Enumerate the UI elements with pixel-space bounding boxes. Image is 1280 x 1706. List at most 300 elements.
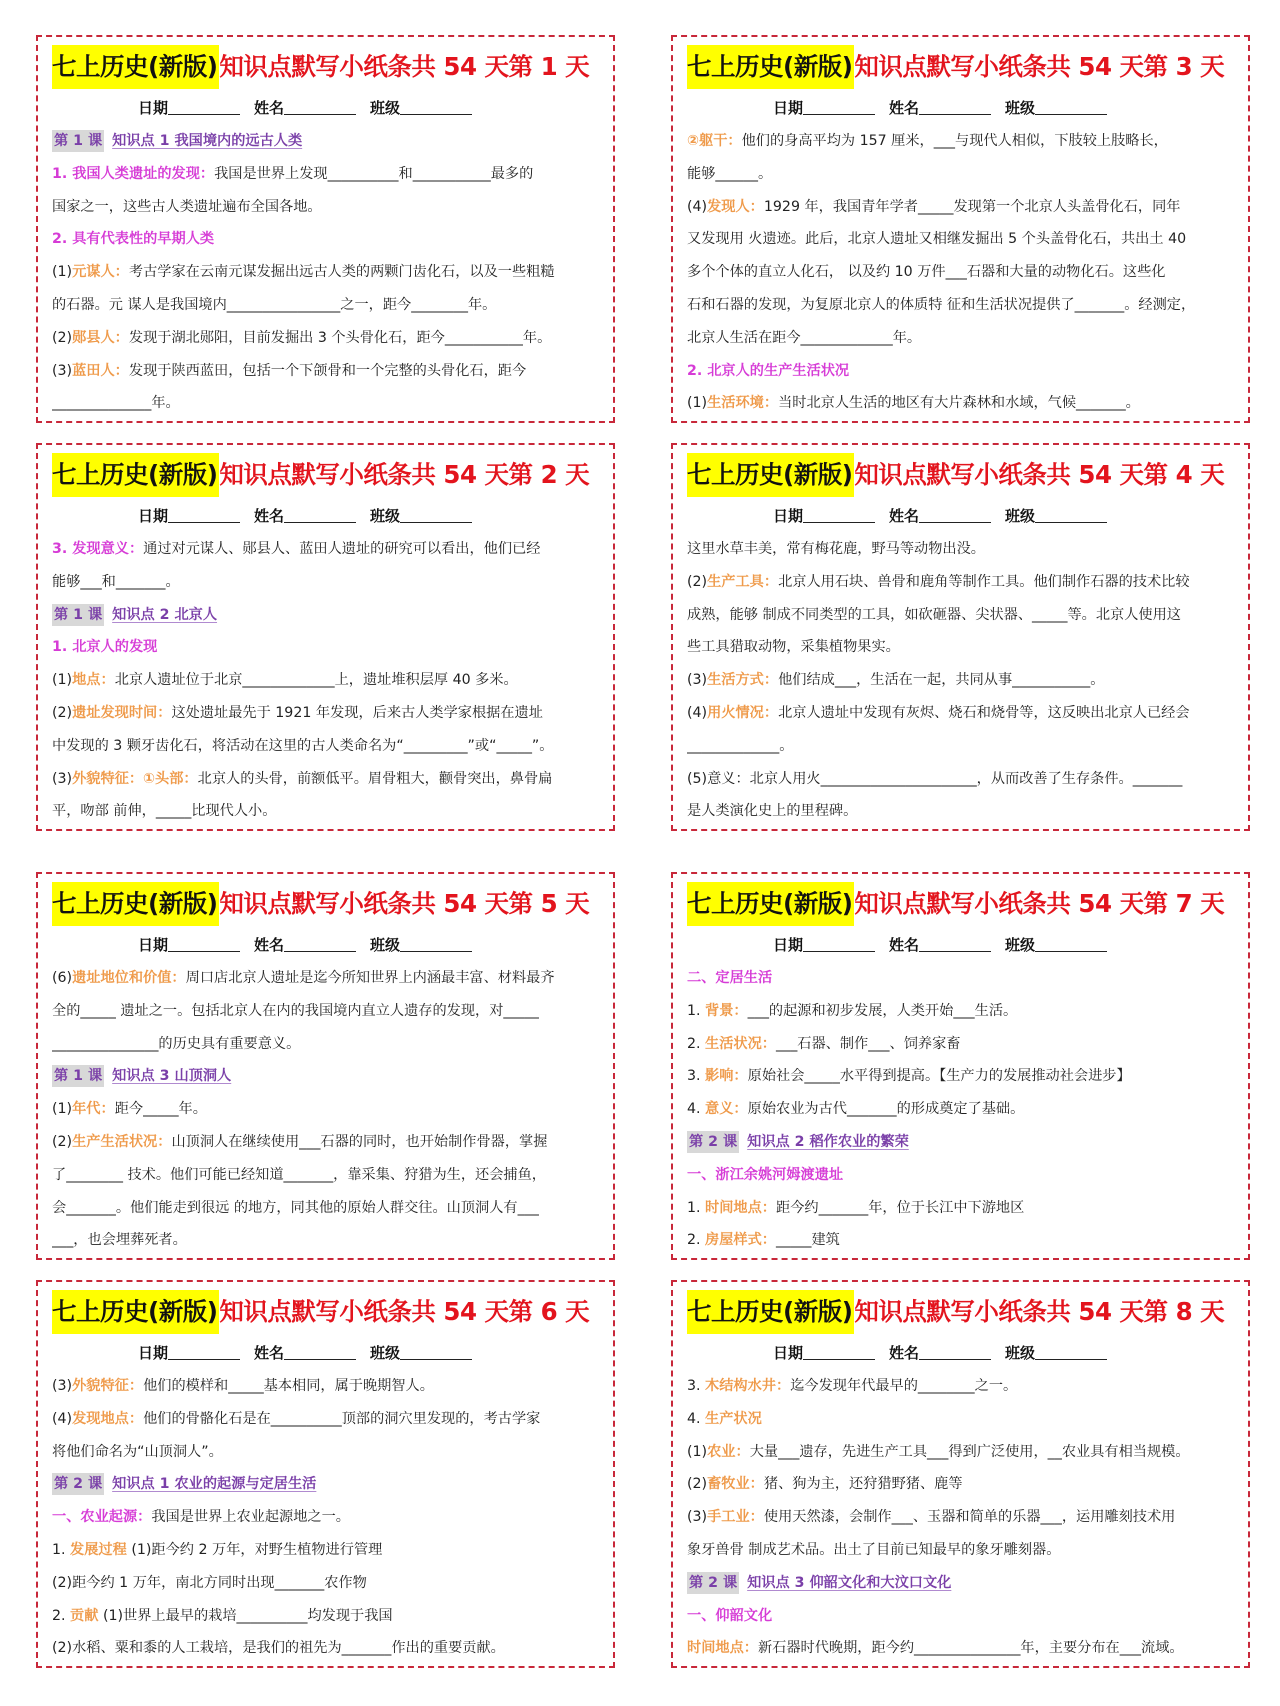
item-label: 手工业： bbox=[707, 1509, 764, 1526]
field-label: 班级 bbox=[1005, 99, 1036, 117]
text-line bbox=[52, 1224, 603, 1257]
text-line bbox=[687, 1600, 1238, 1633]
text-segment: 是人类演化史上的里程碑。 bbox=[687, 803, 858, 820]
text-segment: (2)水稻、粟和黍的人工栽培，是我们的祖先为_______作出的重要贡献。 bbox=[52, 1640, 505, 1657]
text-segment: 大量___遗存，先进生产工具___得到广泛使用，__农业具有相当规模。 bbox=[749, 1443, 1190, 1460]
text-line bbox=[687, 631, 1238, 664]
text-segment: 国家之一，这些古人类遗址遍布全国各地。 bbox=[52, 198, 322, 215]
topic-heading: 知识点 3 山顶洞人 bbox=[112, 1068, 232, 1085]
text-segment: (1)世界上最早的栽培__________均发现于我国 bbox=[98, 1607, 393, 1624]
item-label: 遗址发现时间： bbox=[72, 704, 172, 721]
text-line bbox=[687, 1436, 1238, 1469]
text-segment: 石和石器的发现，为复原北京人的体质特 征和生活状况提供了_______。经测定， bbox=[687, 296, 1196, 313]
item-label: 生产状况 bbox=[705, 1410, 762, 1427]
title-day: 知识点默写小纸条共 54 天第 8 天 bbox=[854, 1297, 1225, 1326]
text-line bbox=[687, 566, 1238, 599]
field-blank[interactable] bbox=[919, 96, 991, 115]
text-segment: (1) bbox=[52, 264, 73, 281]
text-line bbox=[687, 1567, 1238, 1600]
item-label: 房屋样式： bbox=[705, 1232, 776, 1249]
title-highlight: 七上历史(新版) bbox=[52, 1290, 219, 1334]
text-line bbox=[52, 1192, 603, 1225]
field-label: 日期 bbox=[138, 507, 169, 525]
field-label: 班级 bbox=[1005, 936, 1036, 954]
text-segment: 北京人用石块、兽骨和鹿角等制作工具。他们制作石器的技术比较 bbox=[778, 573, 1190, 590]
note-card bbox=[671, 443, 1250, 831]
text-segment: 周口店北京人遗址是迄今所知世界上内涵最丰富、材料最齐 bbox=[185, 970, 555, 986]
lesson-tag: 第 2 课 bbox=[52, 1473, 104, 1495]
text-segment: 这处遗址最先于 1921 年发现，后来古人类学家根据在遗址 bbox=[171, 704, 543, 721]
item-label: 生活状况： bbox=[705, 1035, 776, 1052]
text-segment: (1) bbox=[52, 1101, 73, 1118]
note-card bbox=[36, 35, 615, 423]
title-day: 知识点默写小纸条共 54 天第 7 天 bbox=[854, 889, 1225, 918]
lesson-tag: 第 2 课 bbox=[687, 1131, 739, 1153]
text-segment: (1)距今约 2 万年，对野生植物进行管理 bbox=[126, 1541, 383, 1558]
item-label: 时间地点： bbox=[687, 1640, 758, 1657]
item-label: 畜牧业： bbox=[707, 1476, 764, 1493]
text-segment: 使用天然漆，会制作___、玉器和简单的乐器___，运用雕刻技术用 bbox=[763, 1509, 1176, 1526]
text-segment: (1) bbox=[687, 395, 708, 412]
item-label: 郧县人： bbox=[72, 329, 129, 346]
text-line bbox=[52, 289, 603, 322]
field-label: 班级 bbox=[370, 936, 401, 954]
text-line bbox=[52, 1468, 603, 1501]
field-blank[interactable] bbox=[400, 1341, 472, 1360]
text-segment: 北京人遗址中发现有灰烬、烧石和烧骨等，这反映出北京人已经会 bbox=[778, 704, 1190, 721]
section-heading: 2. 北京人的生产生活状况 bbox=[687, 362, 850, 379]
title-highlight: 七上历史(新版) bbox=[687, 453, 854, 497]
title-day: 知识点默写小纸条共 54 天第 5 天 bbox=[219, 889, 590, 918]
text-segment: 猪、狗为主，还狩猎野猪、鹿等 bbox=[763, 1476, 963, 1493]
text-line bbox=[687, 533, 1238, 566]
field-blank[interactable] bbox=[284, 933, 356, 952]
text-segment: (4) bbox=[687, 198, 708, 215]
note-card bbox=[36, 1280, 615, 1668]
field-label: 日期 bbox=[773, 1344, 804, 1362]
card-title bbox=[52, 1290, 589, 1334]
field-label: 班级 bbox=[370, 507, 401, 525]
text-segment: 1. bbox=[52, 1541, 71, 1558]
text-segment: 我国是世界上发现__________和___________最多的 bbox=[214, 165, 534, 182]
title-highlight: 七上历史(新版) bbox=[52, 453, 219, 497]
text-segment: 距今约_______年，位于长江中下游地区 bbox=[776, 1199, 1025, 1216]
text-segment: 平，吻部 前伸，_____比现代人小。 bbox=[52, 803, 277, 820]
text-line bbox=[52, 962, 603, 995]
text-segment: (3) bbox=[687, 1509, 708, 1526]
item-label: 发现人： bbox=[707, 198, 764, 215]
field-blank[interactable] bbox=[168, 96, 240, 115]
field-blank[interactable] bbox=[400, 96, 472, 115]
info-fields bbox=[138, 93, 486, 123]
text-segment: (2)距今约 1 万年，南北方同时出现_______农作物 bbox=[52, 1574, 367, 1591]
field-blank[interactable] bbox=[1035, 96, 1107, 115]
text-line bbox=[687, 697, 1238, 730]
text-segment: 北京人的头骨，前额低平。眉骨粗大，颧骨突出，鼻骨扁 bbox=[197, 770, 553, 787]
lesson-tag: 第 1 课 bbox=[52, 1065, 104, 1087]
text-segment: 2. bbox=[52, 1607, 71, 1624]
text-segment: (2) bbox=[52, 329, 73, 346]
text-segment: 了________ 技术。他们可能已经知道_______，靠采集、狩猎为生，还会捕鱼， bbox=[52, 1166, 546, 1183]
field-blank[interactable] bbox=[168, 504, 240, 523]
card-body bbox=[687, 1370, 1238, 1665]
card-body bbox=[687, 962, 1238, 1257]
text-segment: (3) bbox=[687, 672, 708, 689]
field-blank[interactable] bbox=[168, 1341, 240, 1360]
text-segment: ___石器、制作___、饲养家畜 bbox=[776, 1035, 961, 1052]
text-segment: (2) bbox=[52, 1133, 73, 1150]
item-label: ②躯干： bbox=[687, 133, 742, 149]
lesson-tag: 第 1 课 bbox=[52, 130, 104, 152]
text-segment: 我国是世界上农业起源地之一。 bbox=[151, 1509, 350, 1526]
text-line bbox=[52, 1060, 603, 1093]
text-segment: 2. bbox=[687, 1035, 706, 1052]
text-line bbox=[687, 1534, 1238, 1567]
field-label: 班级 bbox=[370, 1344, 401, 1362]
section-heading: 1. 北京人的发现 bbox=[52, 639, 158, 656]
text-segment: (4) bbox=[687, 704, 708, 721]
field-label: 班级 bbox=[1005, 507, 1036, 525]
text-line bbox=[52, 223, 603, 256]
title-highlight: 七上历史(新版) bbox=[52, 45, 219, 89]
field-blank[interactable] bbox=[803, 933, 875, 952]
text-segment: 又发现用 火遗迹。此后，北京人遗址又相继发掘出 5 个头盖骨化石，共出土 40 bbox=[687, 231, 1187, 248]
section-heading: 二、定居生活 bbox=[687, 970, 773, 986]
item-label: 意义： bbox=[705, 1101, 748, 1118]
topic-heading: 知识点 1 农业的起源与定居生活 bbox=[112, 1476, 317, 1493]
note-card bbox=[36, 443, 615, 831]
text-segment: 原始农业为古代_______的形成奠定了基础。 bbox=[747, 1101, 1025, 1118]
text-line bbox=[687, 1224, 1238, 1257]
text-line bbox=[687, 1501, 1238, 1534]
text-line bbox=[52, 1126, 603, 1159]
text-line bbox=[687, 730, 1238, 763]
text-segment: 考古学家在云南元谋发掘出远古人类的两颗门齿化石，以及一些粗糙 bbox=[128, 264, 555, 281]
text-line bbox=[52, 631, 603, 664]
text-line bbox=[52, 1567, 603, 1600]
section-heading: 1. 我国人类遗址的发现： bbox=[52, 165, 215, 182]
text-line bbox=[52, 322, 603, 355]
text-line bbox=[52, 599, 603, 632]
field-blank[interactable] bbox=[1035, 933, 1107, 952]
field-label: 班级 bbox=[370, 99, 401, 117]
text-line bbox=[52, 664, 603, 697]
item-label: 影响： bbox=[705, 1068, 748, 1085]
item-label: 年代： bbox=[72, 1101, 115, 1118]
field-blank[interactable] bbox=[919, 1341, 991, 1360]
card-body bbox=[687, 125, 1238, 420]
field-blank[interactable] bbox=[803, 504, 875, 523]
text-line bbox=[52, 1600, 603, 1633]
card-body bbox=[52, 533, 603, 828]
field-label: 日期 bbox=[773, 507, 804, 525]
text-segment: ______________年。 bbox=[52, 395, 180, 412]
text-segment: 当时北京人生活的地区有大片森林和水域，气候_______。 bbox=[778, 395, 1140, 412]
card-title bbox=[687, 45, 1224, 89]
info-fields bbox=[773, 93, 1121, 123]
card-title bbox=[687, 882, 1224, 926]
text-segment: 发现于湖北郧阳，目前发掘出 3 个头骨化石，距今___________年。 bbox=[128, 329, 552, 346]
text-line bbox=[687, 664, 1238, 697]
text-line bbox=[52, 191, 603, 224]
topic-heading: 知识点 2 北京人 bbox=[112, 606, 218, 623]
section-heading: 3. 发现意义： bbox=[52, 541, 144, 557]
field-label: 日期 bbox=[773, 936, 804, 954]
title-day: 知识点默写小纸条共 54 天第 6 天 bbox=[219, 1297, 590, 1326]
text-line bbox=[687, 1192, 1238, 1225]
item-label: 生活方式： bbox=[707, 672, 779, 689]
text-line bbox=[687, 223, 1238, 256]
text-line bbox=[687, 125, 1238, 158]
title-highlight: 七上历史(新版) bbox=[52, 882, 219, 926]
text-segment: (3) bbox=[52, 362, 73, 379]
text-line bbox=[52, 387, 603, 420]
text-line bbox=[52, 697, 603, 730]
text-segment: (2) bbox=[687, 573, 708, 590]
text-segment: 1. bbox=[687, 1002, 706, 1019]
text-segment: _______________的历史具有重要意义。 bbox=[52, 1035, 301, 1052]
field-blank[interactable] bbox=[284, 96, 356, 115]
text-segment: _____________。 bbox=[687, 737, 794, 754]
field-label: 班级 bbox=[1005, 1344, 1036, 1362]
text-segment: 他们的模样和_____基本相同，属于晚期智人。 bbox=[143, 1378, 434, 1394]
text-segment: 2. bbox=[687, 1232, 706, 1249]
text-segment: 新石器时代晚期，距今约_______________年，主要分布在___流域。 bbox=[757, 1640, 1184, 1657]
card-title bbox=[52, 45, 589, 89]
info-fields bbox=[773, 930, 1121, 960]
field-blank[interactable] bbox=[168, 933, 240, 952]
text-segment: 他们的身高平均为 157 厘米，___与现代人相似，下肢较上肢略长， bbox=[741, 133, 1168, 149]
text-segment: ___，也会埋葬死者。 bbox=[52, 1232, 187, 1249]
field-blank[interactable] bbox=[1035, 504, 1107, 523]
text-segment: 3. bbox=[687, 1068, 706, 1085]
text-line bbox=[687, 289, 1238, 322]
text-segment: 能够______。 bbox=[687, 165, 773, 182]
text-line bbox=[687, 962, 1238, 995]
text-line bbox=[52, 995, 603, 1028]
text-line bbox=[52, 795, 603, 828]
title-day: 知识点默写小纸条共 54 天第 4 天 bbox=[854, 460, 1225, 489]
title-day: 知识点默写小纸条共 54 天第 3 天 bbox=[854, 52, 1225, 81]
field-label: 姓名 bbox=[889, 1344, 920, 1362]
note-card bbox=[671, 1280, 1250, 1668]
text-segment: (3) bbox=[52, 1378, 73, 1394]
title-day: 知识点默写小纸条共 54 天第 2 天 bbox=[219, 460, 590, 489]
title-highlight: 七上历史(新版) bbox=[687, 45, 854, 89]
card-title bbox=[52, 453, 589, 497]
text-segment: 象牙兽骨 制成艺术品。出土了目前已知最早的象牙雕刻器。 bbox=[687, 1541, 1061, 1558]
text-line bbox=[52, 763, 603, 796]
text-line bbox=[687, 763, 1238, 796]
text-segment: (5)意义：北京人用火______________________，从而改善了生存条件。_______ bbox=[687, 770, 1183, 787]
card-title bbox=[687, 453, 1224, 497]
lesson-tag: 第 1 课 bbox=[52, 604, 104, 626]
text-segment: 4. bbox=[687, 1101, 706, 1118]
field-blank[interactable] bbox=[803, 1341, 875, 1360]
text-segment: 北京人遗址位于北京_____________上，遗址堆积层厚 40 多米。 bbox=[114, 672, 518, 689]
text-line bbox=[687, 795, 1238, 828]
field-blank[interactable] bbox=[400, 933, 472, 952]
text-line bbox=[52, 1403, 603, 1436]
section-heading: 一、浙江余姚河姆渡遗址 bbox=[687, 1166, 844, 1183]
text-segment: 能够___和_______。 bbox=[52, 573, 180, 590]
text-line bbox=[687, 995, 1238, 1028]
section-heading: 一、农业起源： bbox=[52, 1509, 152, 1526]
text-segment: 北京人生活在距今_____________年。 bbox=[687, 329, 922, 346]
item-label: 农业： bbox=[707, 1443, 750, 1460]
text-line bbox=[687, 1126, 1238, 1159]
text-line bbox=[687, 256, 1238, 289]
text-line bbox=[687, 355, 1238, 388]
field-label: 姓名 bbox=[889, 507, 920, 525]
text-line bbox=[687, 387, 1238, 420]
text-segment: 1. bbox=[687, 1199, 706, 1216]
text-segment: (2) bbox=[687, 1476, 708, 1493]
item-label: 背景： bbox=[705, 1002, 748, 1019]
field-label: 日期 bbox=[138, 99, 169, 117]
text-line bbox=[687, 1060, 1238, 1093]
section-heading: 一、仰韶文化 bbox=[687, 1607, 773, 1624]
text-segment: 迄今发现年代最早的________之一。 bbox=[790, 1378, 1018, 1394]
text-segment: 1929 年，我国青年学者_____发现第一个北京人头盖骨化石，同年 bbox=[763, 198, 1181, 215]
text-line bbox=[52, 730, 603, 763]
field-label: 姓名 bbox=[889, 936, 920, 954]
card-title bbox=[52, 882, 589, 926]
text-line bbox=[687, 191, 1238, 224]
item-label: 地点： bbox=[72, 672, 115, 689]
item-label: 蓝田人： bbox=[72, 362, 129, 379]
field-label: 日期 bbox=[773, 99, 804, 117]
text-line bbox=[52, 125, 603, 158]
section-heading: 2. 具有代表性的早期人类 bbox=[52, 231, 215, 248]
info-fields bbox=[138, 1338, 486, 1368]
text-segment: (3) bbox=[52, 770, 73, 787]
field-label: 姓名 bbox=[254, 507, 285, 525]
field-blank[interactable] bbox=[400, 504, 472, 523]
text-segment: _____建筑 bbox=[776, 1232, 840, 1249]
text-segment: 全的_____ 遗址之一。包括北京人在内的我国境内直立人遗存的发现，对_____ bbox=[52, 1002, 539, 1019]
item-label: 生产生活状况： bbox=[72, 1133, 172, 1150]
text-line bbox=[687, 1093, 1238, 1126]
info-fields bbox=[773, 1338, 1121, 1368]
text-line bbox=[52, 158, 603, 191]
title-highlight: 七上历史(新版) bbox=[687, 1290, 854, 1334]
text-segment: 发现于陕西蓝田，包括一个下颌骨和一个完整的头骨化石，距今 bbox=[128, 362, 527, 379]
text-segment: (6) bbox=[52, 970, 73, 986]
field-label: 姓名 bbox=[254, 1344, 285, 1362]
item-label: 发展过程 bbox=[70, 1541, 127, 1558]
text-line bbox=[52, 1159, 603, 1192]
text-segment: (2) bbox=[52, 704, 73, 721]
field-blank[interactable] bbox=[803, 96, 875, 115]
text-segment: 这里水草丰美，常有梅花鹿，野马等动物出没。 bbox=[687, 541, 985, 557]
note-card bbox=[671, 872, 1250, 1260]
card-body bbox=[687, 533, 1238, 828]
text-line bbox=[52, 1501, 603, 1534]
card-body bbox=[52, 962, 603, 1257]
text-segment: 原始社会_____水平得到提高。【生产力的发展推动社会进步】 bbox=[747, 1068, 1131, 1085]
field-blank[interactable] bbox=[1035, 1341, 1107, 1360]
field-blank[interactable] bbox=[284, 504, 356, 523]
card-body bbox=[52, 125, 603, 420]
item-label: 用火情况： bbox=[707, 704, 779, 721]
item-label: 生产工具： bbox=[707, 573, 779, 590]
title-highlight: 七上历史(新版) bbox=[687, 882, 854, 926]
text-segment: 3. bbox=[687, 1378, 706, 1394]
text-segment: 的石器。元 谋人是我国境内________________之一，距今________年。 bbox=[52, 296, 497, 313]
text-line bbox=[687, 1632, 1238, 1665]
title-day: 知识点默写小纸条共 54 天第 1 天 bbox=[219, 52, 590, 81]
text-segment: 他们结成___，生活在一起，共同从事___________。 bbox=[778, 672, 1105, 689]
text-segment: 些工具猎取动物，采集植物果实。 bbox=[687, 639, 900, 656]
text-line bbox=[687, 599, 1238, 632]
text-segment: 将他们命名为“山顶洞人”。 bbox=[52, 1443, 223, 1460]
lesson-tag: 第 2 课 bbox=[687, 1572, 739, 1594]
note-card bbox=[671, 35, 1250, 423]
info-fields bbox=[773, 501, 1121, 531]
text-line bbox=[52, 1370, 603, 1403]
text-segment: (1) bbox=[52, 672, 73, 689]
text-line bbox=[687, 158, 1238, 191]
topic-heading: 知识点 2 稻作农业的繁荣 bbox=[747, 1133, 909, 1150]
text-segment: ___的起源和初步发展，人类开始___生活。 bbox=[747, 1002, 1018, 1019]
text-line bbox=[52, 1028, 603, 1061]
field-blank[interactable] bbox=[284, 1341, 356, 1360]
text-segment: 成熟，能够 制成不同类型的工具，如砍砸器、尖状器、_____等。北京人使用这 bbox=[687, 606, 1181, 623]
item-label: 元谋人： bbox=[72, 264, 129, 281]
field-label: 日期 bbox=[138, 1344, 169, 1362]
text-segment: (1) bbox=[687, 1443, 708, 1460]
item-label: 木结构水井： bbox=[705, 1378, 791, 1394]
text-segment: 山顶洞人在继续使用___石器的同时，也开始制作骨器，掌握 bbox=[171, 1133, 548, 1150]
text-line bbox=[52, 1436, 603, 1469]
item-label: 发现地点： bbox=[72, 1410, 144, 1427]
text-segment: 他们的骨骼化石是在__________顶部的洞穴里发现的，考古学家 bbox=[143, 1410, 541, 1427]
note-card bbox=[36, 872, 615, 1260]
item-label: 遗址地位和价值： bbox=[72, 970, 186, 986]
item-label: 时间地点： bbox=[705, 1199, 776, 1216]
card-body bbox=[52, 1370, 603, 1665]
topic-heading: 知识点 3 仰韶文化和大汶口文化 bbox=[747, 1574, 952, 1591]
text-line bbox=[52, 256, 603, 289]
item-label: 生活环境： bbox=[707, 395, 779, 412]
text-segment: (4) bbox=[52, 1410, 73, 1427]
text-segment: 4. bbox=[687, 1410, 706, 1427]
text-segment: 多个个体的直立人化石， 以及约 10 万件___石器和大量的动物化石。这些化 bbox=[687, 264, 1166, 281]
info-fields bbox=[138, 930, 486, 960]
item-label: 贡献 bbox=[70, 1607, 99, 1624]
text-line bbox=[52, 1632, 603, 1665]
text-line bbox=[52, 1093, 603, 1126]
field-label: 日期 bbox=[138, 936, 169, 954]
text-segment: 通过对元谋人、郧县人、蓝田人遗址的研究可以看出，他们已经 bbox=[143, 541, 541, 557]
text-line bbox=[52, 533, 603, 566]
text-line bbox=[687, 1468, 1238, 1501]
text-segment: 会_______。他们能走到很远 的地方，同其他的原始人群交往。山顶洞人有___ bbox=[52, 1199, 539, 1216]
field-blank[interactable] bbox=[919, 933, 991, 952]
text-line bbox=[687, 1370, 1238, 1403]
field-label: 姓名 bbox=[254, 936, 285, 954]
field-label: 姓名 bbox=[889, 99, 920, 117]
text-line bbox=[52, 566, 603, 599]
text-line bbox=[52, 1534, 603, 1567]
text-line bbox=[687, 1159, 1238, 1192]
field-blank[interactable] bbox=[919, 504, 991, 523]
text-line bbox=[687, 322, 1238, 355]
field-label: 姓名 bbox=[254, 99, 285, 117]
item-label: 外貌特征：①头部： bbox=[72, 770, 198, 787]
topic-heading: 知识点 1 我国境内的远古人类 bbox=[112, 133, 303, 149]
